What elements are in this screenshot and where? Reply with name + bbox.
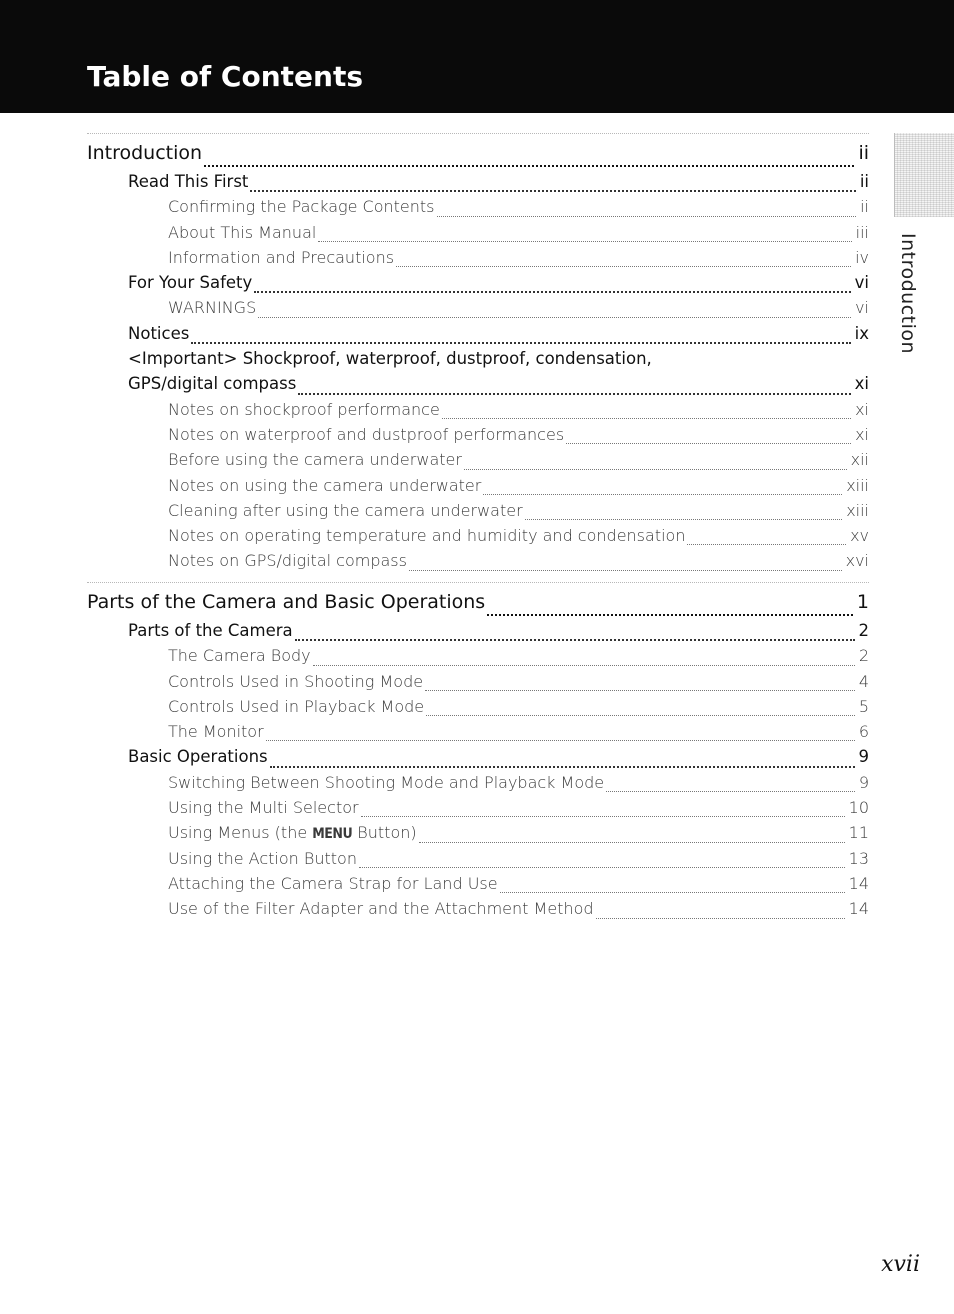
- toc-entry-controls-used-in-shooting-mode[interactable]: [87, 672, 869, 697]
- toc-entry-attaching-the-camera-strap-for-land-use[interactable]: [87, 874, 869, 899]
- toc-entry-switching-between-shooting-mode-and-play[interactable]: [87, 773, 869, 798]
- entry-title: Before using the camera underwater: [168, 450, 462, 470]
- page-title: Table of Contents: [87, 60, 364, 93]
- leader-dots: [361, 816, 845, 817]
- entry-title: Use of the Filter Adapter and the Attachment Method: [168, 899, 594, 919]
- entry-title: Notes on operating temperature and humidity and condensation: [168, 526, 686, 546]
- entry-page-number: ii: [859, 172, 869, 191]
- entry-page-number: 4: [858, 671, 869, 691]
- leader-dots: [313, 665, 855, 666]
- section-tab-label: Introduction: [897, 233, 919, 355]
- leader-dots: [295, 639, 855, 641]
- entry-title: Parts of the Camera: [128, 621, 293, 640]
- entry-title: Controls Used in Shooting Mode: [168, 671, 424, 691]
- entry-title: About This Manual: [168, 222, 317, 242]
- entry-page-number: 9: [858, 772, 869, 792]
- entry-title: [168, 823, 417, 842]
- leader-dots: [298, 393, 850, 395]
- leader-dots: [266, 740, 855, 741]
- leader-dots: [270, 766, 855, 768]
- entry-page-number: xv: [850, 526, 869, 546]
- entry-page-number: 5: [858, 696, 869, 716]
- entry-page-number: vi: [854, 273, 869, 293]
- entry-page-number: xi: [854, 374, 869, 394]
- toc-entry-the-monitor[interactable]: [87, 722, 869, 747]
- leader-dots: [409, 570, 842, 571]
- leader-dots: [687, 544, 846, 545]
- leader-dots: [426, 715, 855, 716]
- entry-title: The Monitor: [168, 722, 264, 742]
- entry-title: Using the Action Button: [168, 848, 357, 868]
- menu-button-glyph: MENU: [312, 826, 353, 843]
- entry-title: Notes on GPS/digital compass: [168, 551, 407, 571]
- leader-dots: [250, 190, 855, 192]
- leader-dots: [437, 216, 857, 217]
- toc-entry-using-the-multi-selector[interactable]: [87, 798, 869, 823]
- leader-dots: [204, 165, 854, 167]
- entry-title: Notes on shockproof performance: [168, 399, 440, 419]
- entry-title-part: Button): [352, 823, 417, 843]
- leader-dots: [254, 291, 850, 293]
- chapter-title: Parts of the Camera and Basic Operations: [87, 591, 486, 613]
- page-number: xvii: [881, 1252, 920, 1277]
- toc-entry-notes-on-gps-digital-compass[interactable]: [87, 551, 869, 576]
- toc-entry-basic-operations[interactable]: [87, 747, 869, 772]
- leader-dots: [483, 494, 842, 495]
- toc-section-parts-of-camera: [87, 582, 869, 925]
- toc-entry-about-this-manual[interactable]: [87, 223, 869, 248]
- section-divider: [87, 133, 869, 134]
- entry-page-number: iv: [855, 247, 869, 267]
- leader-dots: [525, 519, 843, 520]
- entry-page-number: 6: [858, 722, 869, 742]
- toc-chapter-entry[interactable]: [87, 142, 869, 172]
- entry-page-number: xi: [855, 399, 869, 419]
- toc-entry-notes-on-waterproof-and-dustproof-perfor[interactable]: [87, 425, 869, 450]
- toc-entry-read-this-first[interactable]: [87, 172, 869, 197]
- toc-entry-notes-on-operating-temperature-and-humid[interactable]: [87, 526, 869, 551]
- entry-page-number: 2: [858, 621, 869, 640]
- leader-dots: [425, 690, 855, 691]
- leader-dots: [258, 317, 851, 318]
- section-tab-texture: [894, 133, 954, 217]
- leader-dots: [487, 614, 853, 616]
- entry-title: For Your Safety: [128, 273, 253, 293]
- toc-entry-information-and-precautions[interactable]: [87, 248, 869, 273]
- toc-entry-notices[interactable]: [87, 324, 869, 349]
- toc-section-introduction: [87, 133, 869, 577]
- chapter-page-number: 1: [856, 591, 869, 613]
- toc-entry-controls-used-in-playback-mode[interactable]: [87, 697, 869, 722]
- leader-dots: [419, 842, 845, 843]
- chapter-title: Introduction: [87, 142, 203, 164]
- entry-title: Notes on using the camera underwater: [168, 475, 482, 495]
- section-divider: [87, 582, 869, 583]
- entry-title: Information and Precautions: [168, 247, 395, 267]
- leader-dots: [442, 418, 851, 419]
- toc-entry-before-using-the-camera-underwater[interactable]: [87, 450, 869, 475]
- leader-dots: [396, 266, 851, 267]
- leader-dots: [318, 241, 851, 242]
- toc-entry-label-line: <Important> Shockproof, waterproof, dustproof, condensation,: [128, 349, 652, 369]
- entry-page-number: xvi: [845, 551, 869, 571]
- entry-page-number: 10: [848, 798, 869, 818]
- leader-dots: [606, 791, 855, 792]
- entry-title: Read This First: [128, 172, 249, 191]
- entry-page-number: 13: [848, 848, 869, 868]
- toc-entry-using-the-action-button[interactable]: [87, 849, 869, 874]
- entry-page-number: xiii: [846, 475, 869, 495]
- toc-entry-parts-of-the-camera[interactable]: [87, 621, 869, 646]
- leader-dots: [464, 469, 847, 470]
- entry-title: Notes on waterproof and dustproof performances: [168, 424, 565, 444]
- entry-page-number: iii: [855, 222, 869, 242]
- toc-entry-gps-digital-compass[interactable]: [87, 374, 869, 399]
- entry-title: WARNINGS: [168, 298, 257, 318]
- entry-title-part: Using Menus (the: [168, 823, 313, 843]
- leader-dots: [191, 342, 850, 344]
- entry-page-number: xi: [855, 424, 869, 444]
- toc-entry-for-your-safety[interactable]: [87, 273, 869, 298]
- entry-page-number: 2: [858, 646, 869, 666]
- toc-entry-use-of-the-filter-adapter-and-the-attach[interactable]: [87, 899, 869, 924]
- toc-entry-notes-on-shockproof-performance[interactable]: [87, 400, 869, 425]
- toc-entry-using-menus-the[interactable]: [87, 823, 869, 848]
- entry-page-number: 9: [858, 747, 869, 767]
- entry-title: The Camera Body: [168, 646, 311, 666]
- entry-page-number: 11: [848, 823, 869, 843]
- entry-title: Switching Between Shooting Mode and Playback Mode: [168, 772, 605, 792]
- entry-title: Using the Multi Selector: [168, 798, 359, 818]
- leader-dots: [566, 443, 851, 444]
- entry-title: Confirming the Package Contents: [168, 197, 435, 217]
- entry-page-number: xiii: [846, 500, 869, 520]
- entry-title: GPS/digital compass: [128, 374, 297, 394]
- toc-entry-cleaning-after-using-the-camera-underwat[interactable]: [87, 501, 869, 526]
- chapter-page-number: ii: [858, 142, 869, 164]
- entry-title: Attaching the Camera Strap for Land Use: [168, 873, 498, 893]
- leader-dots: [359, 867, 845, 868]
- entry-page-number: 14: [848, 899, 869, 919]
- entry-page-number: ii: [860, 197, 869, 217]
- entry-title: Cleaning after using the camera underwater: [168, 500, 523, 520]
- entry-title: Notices: [128, 323, 190, 343]
- toc-entry-notes-on-using-the-camera-underwater[interactable]: [87, 476, 869, 501]
- toc-entry-warnings[interactable]: [87, 298, 869, 323]
- toc-entry-confirming-the-package-contents[interactable]: [87, 197, 869, 222]
- entry-title: Basic Operations: [128, 747, 268, 767]
- toc-entry-the-camera-body[interactable]: [87, 646, 869, 671]
- entry-page-number: vi: [855, 298, 869, 318]
- entry-title: Controls Used in Playback Mode: [168, 696, 425, 716]
- header-bar: [0, 0, 954, 113]
- leader-dots: [596, 918, 845, 919]
- entry-page-number: 14: [848, 873, 869, 893]
- entry-page-number: ix: [854, 323, 869, 343]
- leader-dots: [500, 892, 845, 893]
- entry-page-number: xii: [850, 450, 869, 470]
- toc-chapter-entry[interactable]: [87, 591, 869, 621]
